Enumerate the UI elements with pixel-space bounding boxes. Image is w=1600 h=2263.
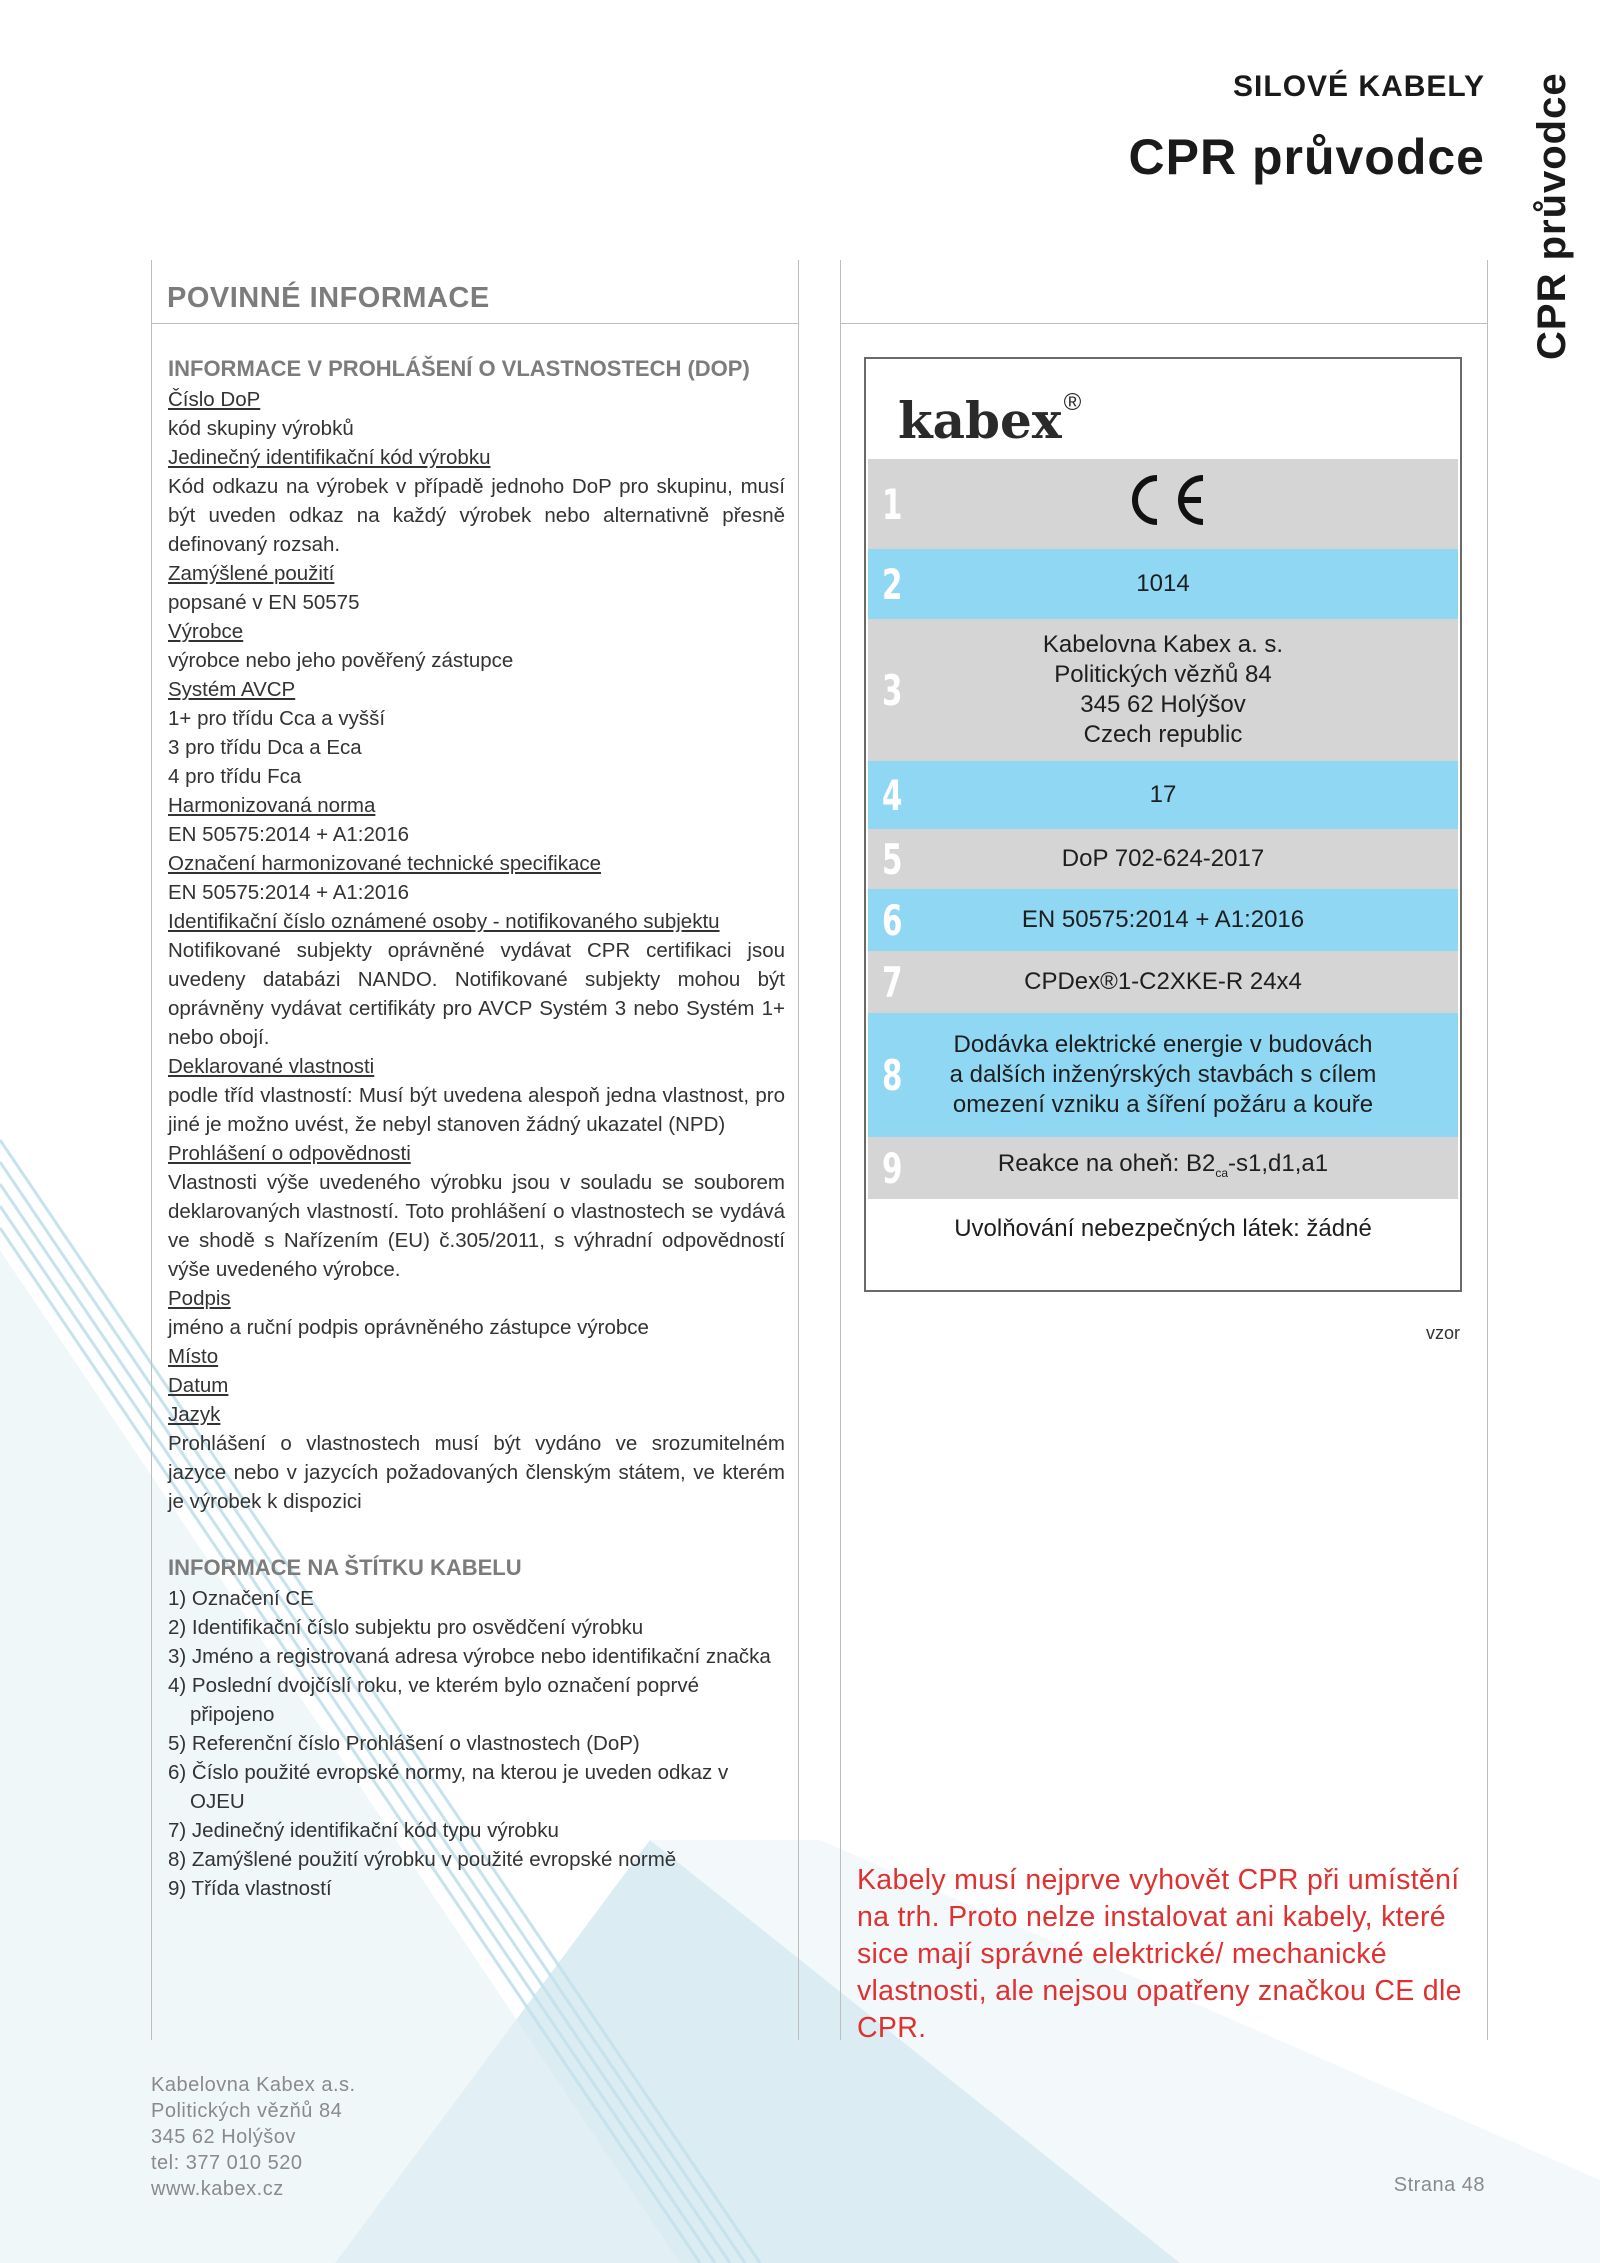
label-address-line: Czech republic	[1083, 721, 1243, 748]
dop-section	[168, 354, 785, 1516]
dop-oznaceni-label: Označení harmonizované technické specifikace	[168, 852, 602, 875]
dop-prohlaseni-text: Vlastnosti výše uvedeného výrobku jsou v souladu se souborem deklarovaných vlastností. Toto prohlášení o vlastnostech se vydává ve shodě s Nařízením (EU) č.305/2011, s výhradní odpovědností výše uvedeného výrobce.	[168, 1171, 785, 1281]
fire-class-subscript: ca	[1215, 1165, 1229, 1180]
dop-misto-label: Místo	[168, 1345, 219, 1368]
dop-podpis-text: jméno a ruční podpis oprávněného zástupce výrobce	[168, 1316, 649, 1339]
fire-class-prefix: Reakce na oheň: B2	[997, 1149, 1216, 1177]
label-row-number: 8	[882, 1050, 903, 1100]
ce-mark-icon	[868, 474, 1458, 534]
label-row-7	[868, 951, 1458, 1013]
dop-prohlaseni-label: Prohlášení o odpovědnosti	[168, 1142, 411, 1165]
dop-datum-label: Datum	[168, 1374, 229, 1397]
sample-caption: vzor	[1426, 1323, 1461, 1343]
label-row-number: 2	[882, 559, 903, 609]
cable-label-sample	[864, 357, 1462, 1292]
stitek-list	[168, 1584, 785, 1903]
label-address-line: Politických vězňů 84	[1054, 661, 1272, 688]
header-category: SILOVÉ KABELY	[1233, 70, 1485, 103]
list-item: 1) Označení CE	[168, 1587, 314, 1610]
label-row-4	[868, 761, 1458, 829]
label-address-line: Kabelovna Kabex a. s.	[1042, 631, 1284, 658]
dop-jedinecny-label: Jedinečný identifikační kód výrobku	[168, 446, 491, 469]
dop-avcp-3: 4 pro třídu Fca	[168, 765, 302, 788]
side-tab-label: CPR průvodce	[1530, 72, 1574, 360]
label-row-number: 6	[882, 895, 903, 945]
label-row-number: 3	[882, 665, 903, 715]
label-row-text	[868, 1149, 1458, 1188]
left-column-border-left	[151, 260, 152, 2040]
label-row-text: CPDex®1-C2XKE-R 24x4	[1024, 968, 1302, 995]
stitek-section	[168, 1553, 785, 1903]
dop-avcp-1: 1+ pro třídu Cca a vyšší	[168, 707, 386, 730]
fire-class-suffix: -s1,d1,a1	[1228, 1149, 1329, 1177]
label-row-number: 7	[882, 957, 903, 1007]
list-item: 2) Identifikační číslo subjektu pro osvědčení výrobku	[168, 1616, 644, 1639]
dop-ident-osoby-text: Notifikované subjekty oprávněné vydávat CPR certifikaci jsou uvedeny databázi NANDO. Notifikované subjekty mohou být oprávněny vydávat certifikáty pro AVCP Systém 3 nebo Systém 1+ nebo obojí.	[168, 939, 785, 1049]
label-row-2	[868, 549, 1458, 619]
label-row-number: 1	[882, 479, 903, 529]
left-column-border-right	[798, 260, 799, 2040]
label-row-number: 4	[882, 770, 903, 820]
dop-zamyslene-text: popsané v EN 50575	[168, 591, 360, 614]
page-number: Strana 48	[1393, 2174, 1485, 2196]
footer-line: 345 62 Holýšov	[151, 2126, 296, 2148]
dop-ident-osoby-label: Identifikační číslo oznámené osoby - notifikovaného subjektu	[168, 910, 720, 933]
dop-vyrobce-text: výrobce nebo jeho pověřený zástupce	[168, 649, 514, 672]
dop-podpis-label: Podpis	[168, 1287, 231, 1310]
side-tab	[1530, 72, 1574, 361]
dop-heading: INFORMACE V PROHLÁŠENÍ O VLASTNOSTECH (DOP)	[168, 356, 750, 381]
label-row-text: 1014	[1136, 570, 1190, 597]
label-row-text	[868, 630, 1458, 750]
cpr-warning-note: Kabely musí nejprve vyhovět CPR při umístění na trh. Proto nelze instalovat ani kabely, které sice mají správné elektrické/ mechanické vlastnosti, ale nejsou opatřeny značkou CE dle CPR.	[857, 1864, 1462, 2044]
right-top-line	[840, 323, 1487, 324]
list-item: 8) Zamýšlené použití výrobku v použité evropské normě	[168, 1848, 677, 1871]
section-title-underline	[151, 323, 798, 324]
dop-deklarovane-label: Deklarované vlastnosti	[168, 1055, 375, 1078]
label-row-3	[868, 619, 1458, 761]
logo-registered-mark: ®	[1063, 389, 1082, 416]
label-usage-line: Dodávka elektrické energie v budovách	[953, 1031, 1373, 1058]
dop-jedinecny-text: Kód odkazu na výrobek v případě jednoho DoP pro skupinu, musí být uveden odkaz na každý výrobek nebo alternativně přesně definovaný rozsah.	[168, 475, 785, 556]
label-address-line: 345 62 Holýšov	[1080, 691, 1246, 718]
label-row-text: Uvolňování nebezpečných látek: žádné	[954, 1215, 1372, 1242]
label-usage-line: omezení vzniku a šíření požáru a kouře	[952, 1091, 1374, 1118]
label-row-hazardous	[868, 1199, 1458, 1259]
list-item: 5) Referenční číslo Prohlášení o vlastnostech (DoP)	[168, 1732, 640, 1755]
label-row-5	[868, 829, 1458, 889]
header-title: CPR průvodce	[1128, 129, 1485, 185]
label-row-text: 17	[1149, 781, 1177, 808]
dop-zamyslene-label: Zamýšlené použití	[168, 562, 335, 585]
right-column-border-right	[1487, 260, 1488, 2040]
footer-address	[151, 2072, 356, 2202]
dop-avcp-label: Systém AVCP	[168, 678, 296, 701]
label-row-text: DoP 702-624-2017	[1061, 845, 1265, 872]
label-row-8	[868, 1013, 1458, 1137]
section-title: POVINNÉ INFORMACE	[167, 282, 490, 314]
dop-vyrobce-label: Výrobce	[168, 620, 244, 643]
footer-line: Politických vězňů 84	[151, 2100, 343, 2122]
dop-jazyk-label: Jazyk	[168, 1403, 221, 1426]
dop-avcp-2: 3 pro třídu Dca a Eca	[168, 736, 362, 759]
footer-line: Kabelovna Kabex a.s.	[151, 2074, 356, 2096]
dop-jazyk-text: Prohlášení o vlastnostech musí být vydáno ve srozumitelném jazyce nebo v jazycích požadovaných členským státem, ve kterém je výrobek k dispozici	[168, 1432, 785, 1513]
label-row-text	[868, 1030, 1458, 1120]
dop-harm-norma-text: EN 50575:2014 + A1:2016	[168, 823, 410, 846]
kabex-logo	[898, 389, 1081, 450]
dop-cislo-label: Číslo DoP	[168, 388, 261, 411]
footer-phone: tel: 377 010 520	[151, 2152, 303, 2174]
label-row-number: 9	[882, 1143, 903, 1193]
label-usage-line: a dalších inženýrských stavbách s cílem	[949, 1061, 1377, 1088]
dop-cislo-text: kód skupiny výrobků	[168, 417, 354, 440]
list-item: 9) Třída vlastností	[168, 1877, 332, 1900]
right-column-border-left	[840, 260, 841, 2040]
list-item: 4) Poslední dvojčíslí roku, ve kterém bylo označení poprvé připojeno	[168, 1674, 699, 1726]
label-row-1	[868, 459, 1458, 549]
list-item: 7) Jedinečný identifikační kód typu výrobku	[168, 1819, 559, 1842]
stitek-heading: INFORMACE NA ŠTÍTKU KABELU	[168, 1555, 522, 1580]
logo-text: kabex	[898, 391, 1062, 450]
dop-harm-norma-label: Harmonizovaná norma	[168, 794, 376, 817]
dop-oznaceni-text: EN 50575:2014 + A1:2016	[168, 881, 410, 904]
label-row-9	[868, 1137, 1458, 1199]
label-row-6	[868, 889, 1458, 951]
dop-deklarovane-text: podle tříd vlastností: Musí být uvedena alespoň jedna vlastnost, pro jiné je možno uvést, že nebyl stanoven žádný ukazatel (NPD)	[168, 1084, 785, 1136]
list-item: 3) Jméno a registrovaná adresa výrobce nebo identifikační značka	[168, 1645, 771, 1668]
list-item: 6) Číslo použité evropské normy, na kterou je uveden odkaz v OJEU	[168, 1761, 729, 1813]
label-row-number: 5	[882, 834, 903, 884]
footer-website[interactable]: www.kabex.cz	[151, 2178, 284, 2200]
label-row-text: EN 50575:2014 + A1:2016	[1021, 906, 1305, 933]
